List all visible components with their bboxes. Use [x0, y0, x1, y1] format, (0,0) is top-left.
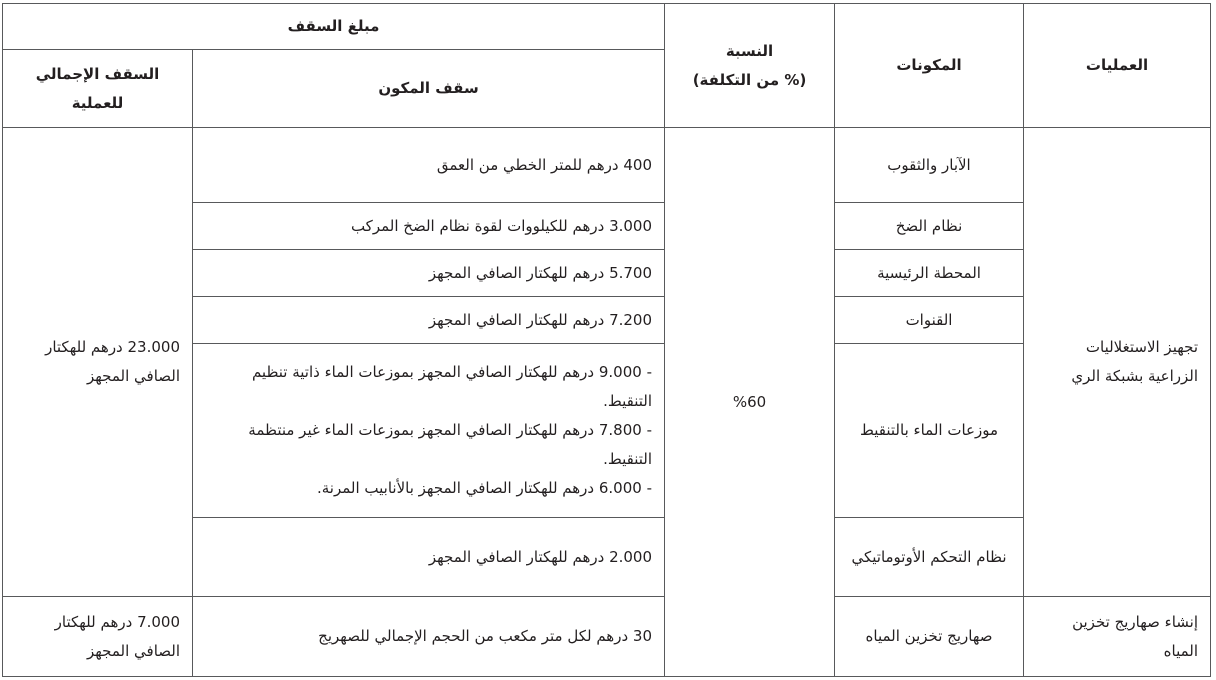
ratio-value: %60	[665, 128, 835, 677]
component-pumping-system: نظام الضخ	[835, 203, 1024, 250]
ceiling-wells: 400 درهم للمتر الخطي من العمق	[193, 128, 665, 203]
ceiling-pumping-system: 3.000 درهم للكيلووات لقوة نظام الضخ المركب	[193, 203, 665, 250]
header-ceiling-amount: مبلغ السقف	[3, 4, 665, 50]
operation-irrigation-network: تجهيز الاستغلاليات الزراعية بشبكة الري	[1024, 128, 1211, 597]
total-ceiling-irrigation: 23.000 درهم للهكتار الصافي المجهز	[3, 128, 193, 597]
ceiling-drip-emitters	[193, 344, 665, 518]
ceiling-pipes: 7.200 درهم للهكتار الصافي المجهز	[193, 297, 665, 344]
header-ratio-line2: (% من التكلفة)	[692, 70, 807, 89]
component-storage-tanks: صهاريج تخزين المياه	[835, 597, 1024, 677]
header-component-ceiling: سقف المكون	[193, 50, 665, 128]
ceiling-drip-item: - 7.800 درهم للهكتار الصافي المجهز بموزعات الماء غير منتظمة التنقيط.	[248, 421, 653, 468]
header-total-ceiling-line2: للعملية	[71, 93, 124, 112]
ceiling-automatic-control: 2.000 درهم للهكتار الصافي المجهز	[193, 518, 665, 597]
ceiling-drip-item: - 9.000 درهم للهكتار الصافي المجهز بموزعات الماء ذاتية تنظيم التنقيط.	[251, 363, 653, 410]
header-ratio	[665, 4, 835, 128]
header-ratio-line1: النسبة	[725, 41, 774, 60]
total-ceiling-storage: 7.000 درهم للهكتار الصافي المجهز	[3, 597, 193, 677]
operation-storage-tanks: إنشاء صهاريج تخزين المياه	[1024, 597, 1211, 677]
header-operations: العمليات	[1024, 4, 1211, 128]
component-main-station: المحطة الرئيسية	[835, 250, 1024, 297]
subsidy-ceiling-table	[2, 3, 1211, 677]
ceiling-main-station: 5.700 درهم للهكتار الصافي المجهز	[193, 250, 665, 297]
header-total-ceiling-line1: السقف الإجمالي	[35, 64, 160, 83]
ceiling-storage-tanks: 30 درهم لكل متر مكعب من الحجم الإجمالي للصهريج	[193, 597, 665, 677]
component-wells: الآبار والثقوب	[835, 128, 1024, 203]
header-components: المكونات	[835, 4, 1024, 128]
component-pipes: القنوات	[835, 297, 1024, 344]
ceiling-drip-item: - 6.000 درهم للهكتار الصافي المجهز بالأنابيب المرنة.	[316, 479, 653, 497]
component-automatic-control: نظام التحكم الأوتوماتيكي	[835, 518, 1024, 597]
component-drip-emitters: موزعات الماء بالتنقيط	[835, 344, 1024, 518]
header-total-ceiling	[3, 50, 193, 128]
